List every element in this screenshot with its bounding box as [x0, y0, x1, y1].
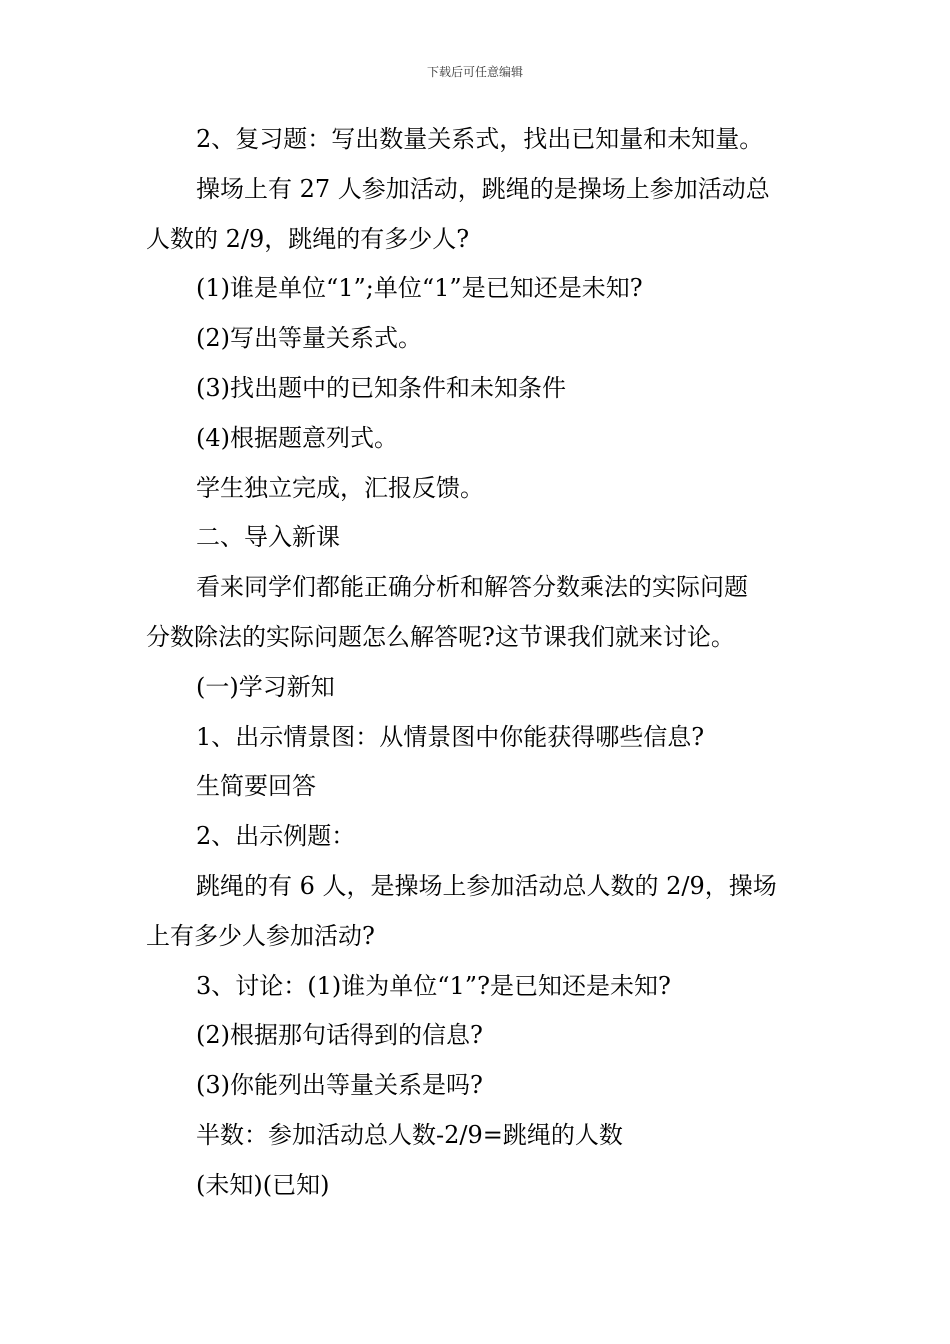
- paragraph-line: (一)学习新知: [196, 672, 335, 701]
- paragraph-line: 操场上有 27 人参加活动，跳绳的是操场上参加活动总: [196, 174, 770, 203]
- paragraph-line: 跳绳的有 6 人，是操场上参加活动总人数的 2/9，操场: [196, 871, 777, 900]
- paragraph-line: 2、复习题：写出数量关系式，找出已知量和未知量。: [196, 125, 764, 153]
- paragraph-line: 人数的 2/9，跳绳的有多少人?: [146, 224, 470, 253]
- paragraph-line: (3)你能列出等量关系是吗?: [196, 1071, 483, 1100]
- paragraph-line: 二、导入新课: [196, 523, 340, 552]
- paragraph-line: (2)写出等量关系式。: [196, 324, 422, 353]
- paragraph-line: 学生独立完成，汇报反馈。: [196, 473, 484, 502]
- paragraph-line: 半数：参加活动总人数-2/9=跳绳的人数: [196, 1120, 623, 1149]
- paragraph-line: (1)谁是单位“1”;单位“1”是已知还是未知?: [196, 274, 643, 303]
- paragraph-line: 1、出示情景图：从情景图中你能获得哪些信息?: [196, 722, 705, 751]
- document-body: [146, 124, 816, 1220]
- paragraph-line: (3)找出题中的已知条件和未知条件: [196, 373, 566, 402]
- paragraph-line: 生简要回答: [196, 772, 316, 801]
- page-header: 下载后可任意编辑: [426, 65, 523, 79]
- paragraph-line: 2、出示例题：: [196, 822, 356, 851]
- paragraph-line: 看来同学们都能正确分析和解答分数乘法的实际问题: [196, 573, 748, 602]
- paragraph-line: (未知)(已知): [196, 1170, 330, 1199]
- paragraph-line: (4)根据题意列式。: [196, 423, 398, 452]
- paragraph-line: 分数除法的实际问题怎么解答呢?这节课我们就来讨论。: [146, 622, 735, 651]
- paragraph-line: 3、讨论：(1)谁为单位“1”?是已知还是未知?: [196, 971, 671, 1000]
- paragraph-line: 上有多少人参加活动?: [146, 921, 375, 950]
- paragraph-line: (2)根据那句话得到的信息?: [196, 1021, 483, 1050]
